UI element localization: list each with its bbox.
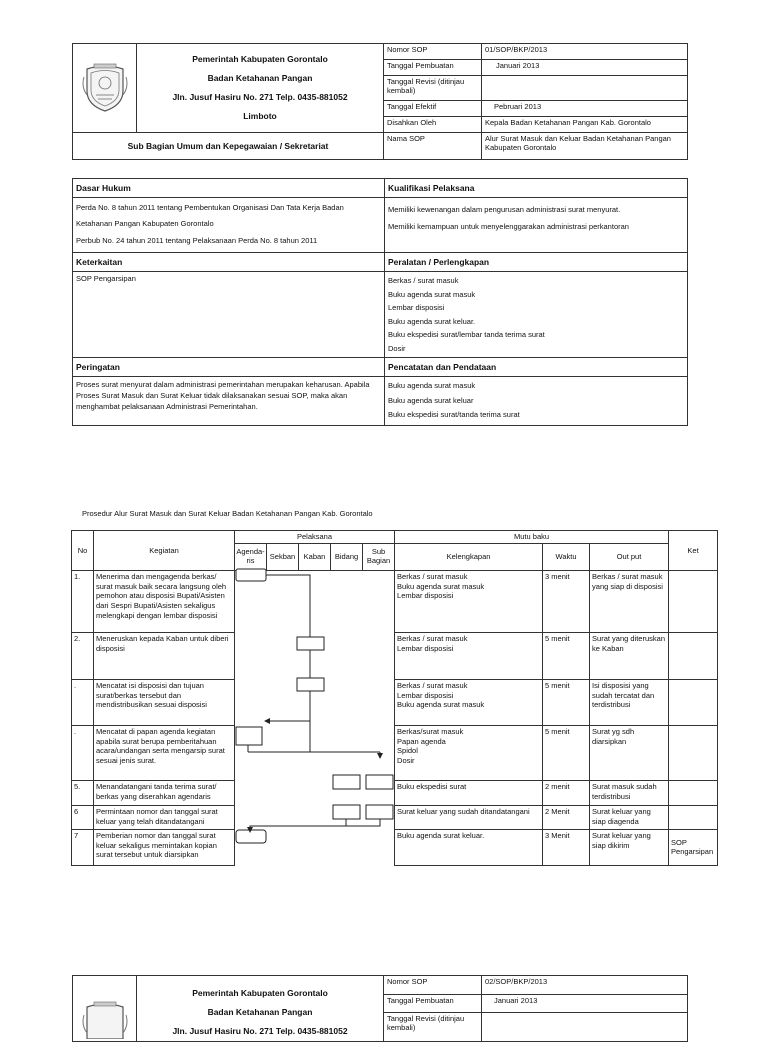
logo-cell: [73, 976, 137, 1042]
row-no: 7: [72, 829, 94, 865]
disahkan-oleh-label: Disahkan Oleh: [384, 117, 482, 133]
pencatatan-item: Buku agenda surat masuk: [388, 381, 476, 390]
row-kelengkapan: Buku ekspedisi surat: [395, 780, 543, 805]
row-kegiatan: Menerima dan mengagenda berkas/ surat masuk baik secara langsung oleh pemohon atau disposisi Bupati/Asisten dari Sespri Bupati/Asisten sekaligus melengkapi dengan lembar disposisi: [94, 570, 235, 632]
row-output: Surat yang diteruskan ke Kaban: [590, 632, 669, 679]
peralatan-item: Buku ekspedisi surat/lembar tanda terima surat: [388, 330, 545, 339]
flow-step-3-kaban: [297, 678, 324, 691]
header-kaban: Kaban: [299, 543, 331, 570]
row-waktu: 2 Menit: [543, 805, 590, 829]
kualifikasi-item: Memiliki kemampuan untuk menyelenggarakan administrasi perkantoran: [388, 222, 629, 231]
procedure-title: Prosedur Alur Surat Masuk dan Surat Keluar Badan Ketahanan Pangan Kab. Gorontalo: [82, 509, 373, 518]
header-sekban: Sekban: [267, 543, 299, 570]
dasar-hukum-item: Perbub No. 24 tahun 2011 tentang Pelaksanaan Perda No. 8 tahun 2011: [76, 236, 318, 245]
header-subbagian: Sub Bagian: [363, 543, 395, 570]
row-output: Surat yg sdh diarsipkan: [590, 725, 669, 780]
header-kegiatan: Kegiatan: [94, 531, 235, 571]
peralatan-heading: Peralatan / Perlengkapan: [385, 253, 688, 272]
unit-name: Sub Bagian Umum dan Kepegawaian / Sekretariat: [73, 133, 384, 160]
kualifikasi-heading: Kualifikasi Pelaksana: [385, 179, 688, 198]
flow-step-6-bidang: [333, 805, 360, 819]
flow-step-1-agendaris: [236, 569, 266, 581]
flow-connectors: [248, 575, 380, 832]
sop-header-2: [72, 975, 688, 1042]
peralatan-item: Dosir: [388, 343, 406, 353]
header-waktu: Waktu: [543, 543, 590, 570]
org-title: Pemerintah Kabupaten Gorontalo Badan Ketahanan Pangan Jln. Jusuf Hasiru No. 271 Telp. 0435-881052 Limboto: [137, 44, 384, 133]
flow-step-5-bidang: [333, 775, 360, 789]
header-mutu-baku: Mutu baku: [395, 531, 669, 544]
peralatan-item: Buku agenda surat masuk: [388, 289, 476, 299]
header-no: No: [72, 531, 94, 571]
row-no: 6: [72, 805, 94, 829]
tanggal-revisi-label: Tanggal Revisi (ditinjau kembali): [384, 76, 482, 101]
dasar-hukum-heading: Dasar Hukum: [73, 179, 385, 198]
nomor-sop-label: Nomor SOP: [384, 976, 482, 995]
row-waktu: 2 menit: [543, 780, 590, 805]
tanggal-efektif-label: Tanggal Efektif: [384, 101, 482, 117]
row-kegiatan: Pemberian nomor dan tanggal surat keluar sekaligus memintakan kopian surat tersebut untuk diarsipkan: [94, 829, 235, 865]
row-kelengkapan: Berkas / surat masuk Buku agenda surat masuk Lembar disposisi: [395, 570, 543, 632]
tanggal-efektif-value: Pebruari 2013: [482, 101, 688, 117]
row-no: .: [72, 725, 94, 780]
row-kegiatan: Mencatat di papan agenda kegiatan apabila surat berupa pemberitahuan acara/undangan serta mengarsip surat sesuai jenis surat.: [94, 725, 235, 780]
peringatan-content: Proses surat menyurat dalam administrasi pemerintahan merupakan keharusan. Apabila Proses Surat Masuk dan Surat Keluar tidak dilaksanakan sesuai SOP, maka akan menghambat pelaksanaan Administrasi Pemerintahan.: [73, 377, 385, 426]
peralatan-item: Berkas / surat masuk: [388, 276, 459, 285]
row-output: Surat masuk sudah terdistribusi: [590, 780, 669, 805]
row-output: Berkas / surat masuk yang siap di disposisi: [590, 570, 669, 632]
pencatatan-item: Buku ekspedisi surat/tanda terima surat: [388, 410, 520, 419]
row-output: Surat keluar yang siap diagenda: [590, 805, 669, 829]
disahkan-oleh-value: Kepala Badan Ketahanan Pangan Kab. Gorontalo: [482, 117, 688, 133]
flow-step-7-agendaris: [236, 830, 266, 843]
header-output: Out put: [590, 543, 669, 570]
pencatatan-item: Buku agenda surat keluar: [388, 395, 474, 405]
peralatan-item: Buku agenda surat keluar.: [388, 316, 476, 326]
flow-step-5-subbagian: [366, 775, 393, 789]
nama-sop-value: Alur Surat Masuk dan Keluar Badan Ketahanan Pangan Kabupaten Gorontalo: [482, 133, 688, 160]
peralatan-item: Lembar disposisi: [388, 303, 445, 312]
row-output: Isi disposisi yang sudah tercatat dan terdistribusi: [590, 679, 669, 725]
flow-step-6-subbagian: [366, 805, 393, 819]
nomor-sop-value: 02/SOP/BKP/2013: [482, 976, 688, 995]
peringatan-heading: Peringatan: [73, 358, 385, 377]
row-no: 2.: [72, 632, 94, 679]
row-ket: SOP Pengarsipan: [669, 829, 718, 865]
header-agendaris: Agenda-ris: [235, 543, 267, 570]
keterkaitan-heading: Keterkaitan: [73, 253, 385, 272]
nama-sop-label: Nama SOP: [384, 133, 482, 160]
header-bidang: Bidang: [331, 543, 363, 570]
row-kelengkapan: Berkas / surat masuk Lembar disposisi Buku agenda surat masuk: [395, 679, 543, 725]
row-no: 5.: [72, 780, 94, 805]
tanggal-pembuatan-value: Januari 2013: [482, 994, 688, 1013]
row-kelengkapan: Surat keluar yang sudah ditandatangani: [395, 805, 543, 829]
tanggal-revisi-label: Tanggal Revisi (ditinjau kembali): [384, 1013, 482, 1042]
row-kegiatan: Mencatat isi disposisi dan tujuan surat/berkas tersebut dan mendistribusikan sesuai disposisi: [94, 679, 235, 725]
row-waktu: 5 menit: [543, 679, 590, 725]
row-waktu: 5 menit: [543, 725, 590, 780]
row-kelengkapan: Berkas / surat masuk Lembar disposisi: [395, 632, 543, 679]
row-waktu: 3 menit: [543, 570, 590, 632]
tanggal-pembuatan-label: Tanggal Pembuatan: [384, 994, 482, 1013]
pencatatan-heading: Pencatatan dan Pendataan: [385, 358, 688, 377]
row-kegiatan: Meneruskan kepada Kaban untuk diberi disposisi: [94, 632, 235, 679]
tanggal-revisi-value: [482, 1013, 688, 1042]
row-kegiatan: Permintaan nomor dan tanggal surat keluar yang telah ditandatangani: [94, 805, 235, 829]
nomor-sop-value: 01/SOP/BKP/2013: [482, 44, 688, 60]
header-ket: Ket: [669, 531, 718, 571]
header-kelengkapan: Kelengkapan: [395, 543, 543, 570]
nomor-sop-label: Nomor SOP: [384, 44, 482, 60]
row-waktu: 3 Menit: [543, 829, 590, 865]
flow-step-2-kaban: [297, 637, 324, 650]
dasar-hukum-item: Perda No. 8 tahun 2011 tentang Pembentukan Organisasi Dan Tata Kerja Badan Ketahanan Pangan Kabupaten Gorontalo: [76, 203, 344, 228]
flow-step-4-agendaris: [236, 727, 262, 745]
row-kelengkapan: Buku agenda surat keluar.: [395, 829, 543, 865]
header-pelaksana: Pelaksana: [235, 531, 395, 544]
tanggal-pembuatan-label: Tanggal Pembuatan: [384, 60, 482, 76]
row-waktu: 5 menit: [543, 632, 590, 679]
row-output: Surat keluar yang siap dikirim: [590, 829, 669, 865]
row-no: 1.: [72, 570, 94, 632]
keterkaitan-content: SOP Pengarsipan: [73, 272, 385, 358]
org-title: Pemerintah Kabupaten Gorontalo Badan Ketahanan Pangan Jln. Jusuf Hasiru No. 271 Telp. 0435-881052: [137, 976, 384, 1042]
gorontalo-emblem-icon: [82, 999, 128, 1039]
row-no: .: [72, 679, 94, 725]
row-kegiatan: Menandatangani tanda terima surat/ berkas yang diserahkan agendaris: [94, 780, 235, 805]
kualifikasi-item: Memiliki kewenangan dalam pengurusan administrasi surat menyurat.: [388, 205, 621, 214]
row-kelengkapan: Berkas/surat masuk Papan agenda Spidol Dosir: [395, 725, 543, 780]
tanggal-pembuatan-value: Januari 2013: [482, 60, 688, 76]
